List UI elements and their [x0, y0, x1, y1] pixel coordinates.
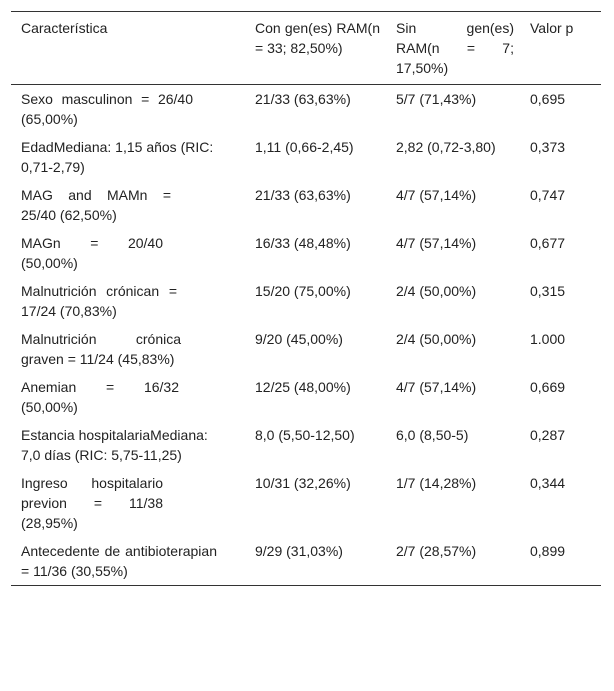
- cell-p-value: 0,287: [530, 427, 566, 443]
- cell-with-ram: 1,11 (0,66-2,45): [255, 139, 354, 155]
- cell-without-ram: 5/7 (71,43%): [396, 91, 477, 107]
- cell-p-value: 0,677: [530, 235, 566, 251]
- cell-with-ram: 12/25 (48,00%): [255, 379, 351, 395]
- cell-p-value: 0,747: [530, 187, 566, 203]
- results-table-container: [11, 11, 601, 586]
- header-p-value: Valor p: [530, 20, 574, 36]
- cell-without-ram: 1/7 (14,28%): [396, 475, 477, 491]
- table-row: [11, 85, 601, 134]
- cell-characteristic: MAG and MAMn = 25/40 (62,50%): [21, 187, 171, 223]
- cell-p-value: 0,669: [530, 379, 566, 395]
- cell-with-ram: 15/20 (75,00%): [255, 283, 351, 299]
- table-row: [11, 229, 601, 277]
- cell-p-value: 0,899: [530, 543, 566, 559]
- cell-with-ram: 10/31 (32,26%): [255, 475, 351, 491]
- cell-without-ram: 6,0 (8,50-5): [396, 427, 469, 443]
- cell-without-ram: 2/7 (28,57%): [396, 543, 477, 559]
- cell-without-ram: 2/4 (50,00%): [396, 331, 477, 347]
- table-row: [11, 469, 601, 537]
- cell-characteristic: Antecedente de antibioterapian = 11/36 (30,55%): [21, 543, 217, 579]
- cell-characteristic: Sexo masculinon = 26/40 (65,00%): [21, 91, 193, 127]
- cell-characteristic: Anemian = 16/32 (50,00%): [21, 379, 179, 415]
- cell-p-value: 1.000: [530, 331, 566, 347]
- header-with-ram-genes: Con gen(es) RAM(n = 33; 82,50%): [255, 20, 380, 56]
- table-row: [11, 277, 601, 325]
- cell-without-ram: 4/7 (57,14%): [396, 379, 477, 395]
- header-characteristic: Característica: [21, 20, 108, 36]
- cell-characteristic: Malnutrición crónica graven = 11/24 (45,83%): [21, 331, 181, 367]
- cell-characteristic: Estancia hospitalariaMediana: 7,0 días (RIC: 5,75-11,25): [21, 427, 208, 463]
- cell-characteristic: MAGn = 20/40 (50,00%): [21, 235, 163, 271]
- cell-without-ram: 4/7 (57,14%): [396, 187, 477, 203]
- cell-characteristic: Malnutrición crónican = 17/24 (70,83%): [21, 283, 177, 319]
- cell-without-ram: 2/4 (50,00%): [396, 283, 477, 299]
- table-row: [11, 325, 601, 373]
- table-row: [11, 181, 601, 229]
- table-row: [11, 537, 601, 586]
- table-row: [11, 421, 601, 469]
- cell-with-ram: 9/20 (45,00%): [255, 331, 343, 347]
- cell-without-ram: 2,82 (0,72-3,80): [396, 139, 496, 155]
- characteristics-table: [11, 11, 601, 586]
- cell-p-value: 0,315: [530, 283, 566, 299]
- cell-p-value: 0,695: [530, 91, 566, 107]
- cell-with-ram: 21/33 (63,63%): [255, 187, 351, 203]
- cell-p-value: 0,344: [530, 475, 566, 491]
- cell-with-ram: 9/29 (31,03%): [255, 543, 343, 559]
- table-header-row: [11, 12, 601, 85]
- table-row: [11, 133, 601, 181]
- cell-p-value: 0,373: [530, 139, 566, 155]
- cell-without-ram: 4/7 (57,14%): [396, 235, 477, 251]
- cell-characteristic: Ingreso hospitalario previon = 11/38 (28,95%): [21, 475, 163, 531]
- header-without-ram-genes: Sin gen(es) RAM(n = 7; 17,50%): [396, 20, 514, 76]
- cell-characteristic: EdadMediana: 1,15 años (RIC: 0,71-2,79): [21, 139, 214, 175]
- cell-with-ram: 16/33 (48,48%): [255, 235, 351, 251]
- table-row: [11, 373, 601, 421]
- cell-with-ram: 8,0 (5,50-12,50): [255, 427, 355, 443]
- cell-with-ram: 21/33 (63,63%): [255, 91, 351, 107]
